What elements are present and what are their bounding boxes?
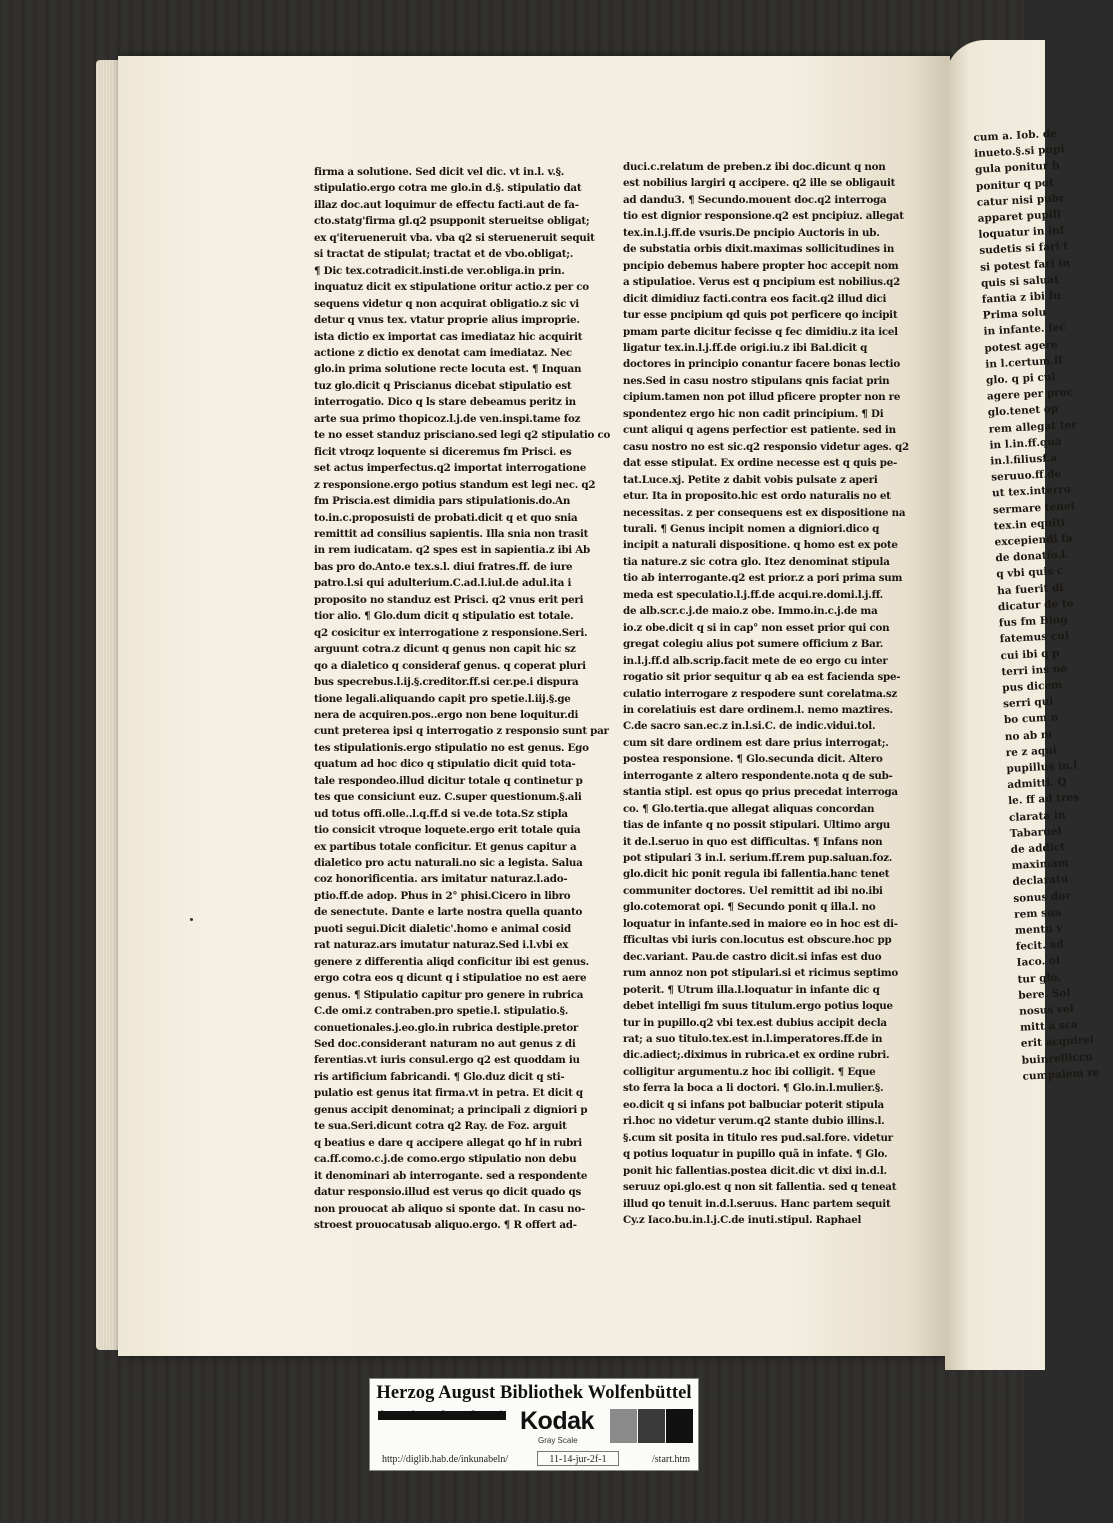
- text-line: doctores in principio conantur facere bonas lectio: [623, 358, 900, 371]
- text-line-fragment: rem sua: [1013, 906, 1062, 921]
- text-line-fragment: bo cum n: [1003, 711, 1059, 727]
- right-page-text: [973, 126, 1103, 1085]
- text-line-fragment: maximam: [1011, 857, 1070, 873]
- text-line: incipit a naturali dispositione. q homo est ex pote: [623, 539, 898, 552]
- text-line: tex.in.l.j.ff.de vsuris.De pncipio Auctoris in ub.: [623, 226, 880, 239]
- text-line: culatio interrogare z respodere sunt corelatma.sz: [623, 687, 898, 700]
- text-line: to.in.c.proposuisti de probati.dicit q et quo snia: [314, 511, 578, 524]
- text-line: in.l.j.ff.d alb.scrip.facit mete de eo ergo cu inter: [623, 654, 888, 667]
- text-line: tione legali.aliquando capit pro spetie.l.iij.§.ge: [314, 692, 571, 705]
- scale-number: 0: [379, 1409, 386, 1421]
- text-line: ex q'iterueneruit vba. vba q2 si sterueneruit sequit: [314, 231, 595, 244]
- text-line: tur esse pncipium qd quis pot perficere qo incipit: [623, 309, 898, 322]
- text-line: §.cum sit posita in titulo res pud.sal.fore. videtur: [623, 1131, 893, 1144]
- text-line: remittit ad consilius sapientis. Illa snia non trasit: [314, 527, 589, 540]
- text-line: ca.ff.como.c.j.de como.ergo stipulatio non debu: [314, 1153, 577, 1166]
- text-line: proposito no standuz est Prisci. q2 vnus erit peri: [314, 593, 584, 606]
- text-line: tat.Luce.xj. Petite z dabit vobis pulsate z aperi: [623, 473, 878, 486]
- text-line-fragment: cui ibi q p: [1000, 646, 1060, 662]
- text-line-fragment: ponitur q pot: [975, 176, 1055, 193]
- text-line: eo.dicit q si infans pot balbuciar poterit stipula: [623, 1098, 884, 1111]
- text-line: turali. ¶ Genus incipit nomen a digniori.dico q: [623, 522, 880, 535]
- text-line-fragment: tex.in equiti: [993, 516, 1066, 533]
- text-line-fragment: clarata in: [1008, 808, 1066, 824]
- text-line: rat; a suo titulo.tex.est in.l.imperatores.ff.de in: [623, 1033, 883, 1046]
- text-line: tias de infante q no possit stipulari. Ultimo argu: [623, 819, 891, 832]
- text-line: bas pro do.Anto.e tex.s.l. diui fratres.ff. de iure: [314, 560, 573, 573]
- text-line-fragment: fatemus cul: [999, 629, 1070, 646]
- text-line-fragment: sudetis si fari f: [979, 240, 1069, 258]
- text-line-fragment: fus fm Bing: [998, 613, 1068, 630]
- ink-spot: [190, 918, 193, 921]
- gray-scale-label: Gray Scale: [538, 1436, 578, 1445]
- text-line: arte sua primo thopicoz.l.j.de ven.inspi.tame foz: [314, 412, 581, 425]
- text-line-fragment: erit acquirei: [1020, 1034, 1095, 1051]
- text-line: Cy.z Iaco.bu.in.l.j.C.de inuti.stipul. Raphael: [623, 1214, 862, 1226]
- text-line: dic.adiect;.diximus in rubrica.et ex ordine rubri.: [623, 1049, 890, 1062]
- text-line-fragment: nosus vel: [1018, 1002, 1074, 1018]
- text-line-fragment: serri qui: [1002, 695, 1054, 711]
- text-line: nera de acquiren.pos..ergo non bene loquitur.di: [314, 708, 579, 721]
- text-line: tio est dignior responsione.q2 est pncipiuz. allegat: [623, 210, 904, 223]
- text-line-fragment: glo.tenet op: [987, 403, 1059, 420]
- text-line: gregat colegiu alius pot sumere officium z Bar.: [623, 638, 884, 651]
- text-line-fragment: pus dicem: [1001, 679, 1063, 695]
- text-line: tia nature.z sic cotra glo. Itez denominat stipula: [623, 555, 890, 568]
- text-line-fragment: agere per proc: [986, 386, 1074, 403]
- gray-swatch: [638, 1409, 665, 1443]
- text-line: cto.statg'firma gl.q2 psupponit sterueitse obligat;: [314, 215, 590, 228]
- text-line-fragment: catur nisi pubr: [976, 192, 1065, 209]
- text-line-fragment: seruuo.ff.de: [990, 468, 1062, 484]
- text-line: pmam parte dicitur fecisse q fec dimidiu.z ita icel: [623, 325, 898, 338]
- text-line-fragment: cumpalem re: [1022, 1066, 1100, 1083]
- text-line-fragment: si potest fari in: [979, 256, 1071, 274]
- text-line-fragment: ha fuerit di: [996, 581, 1064, 598]
- text-column-right: [623, 159, 909, 1228]
- text-line: bus specrebus.l.ij.§.creditor.ff.si cer.pe.i dispura: [314, 676, 579, 689]
- text-line: stipulatio.ergo cotra me glo.in d.§. stipulatio dat: [314, 182, 582, 195]
- text-line: cipium.tamen non pot illud pficere propter non re: [623, 391, 901, 404]
- text-line-fragment: quis si saluat: [980, 273, 1060, 290]
- kodak-logo: Kodak: [520, 1407, 594, 1435]
- text-line: tuz glo.dicit q Priscianus dicebat stipulatio est: [314, 379, 572, 392]
- text-line: stantia stipl. est opus qo prius precedat interroga: [623, 786, 898, 799]
- text-line: z responsione.ergo potius standum est legi nec. q2: [314, 478, 596, 491]
- text-line: actione z dictio ex denotat cam imediataz. Nec: [314, 346, 572, 359]
- text-line: sequens videtur q non acquirat obligatio.z sic vi: [314, 297, 579, 310]
- text-line: a stipulatioe. Verus est q pncipium est nobilius.q2: [623, 276, 901, 289]
- text-line: tio ab interrogante.q2 est prior.z a pori prima sum: [623, 572, 903, 585]
- text-line: genus accipit denominat; a principali z digniori p: [314, 1103, 588, 1116]
- text-line-fragment: Iaco. ol: [1016, 954, 1061, 970]
- text-line: postea responsione. ¶ Glo.secunda dicit. Altero: [623, 753, 883, 766]
- text-line-fragment: q vbi quis c: [996, 565, 1064, 581]
- text-line: q beatius e dare q accipere allegat qo hf in rubri: [314, 1136, 582, 1149]
- text-line: glo.dicit hic ponit regula ibi fallentia.hanc tenet: [623, 868, 890, 881]
- start-link: /start.htm: [652, 1454, 691, 1465]
- text-line: tur in pupillo.q2 vbi tex.est dubius accipit decla: [623, 1016, 887, 1029]
- text-line: ad dandu3. ¶ Secundo.mouent doc.q2 interroga: [623, 193, 887, 206]
- text-line: ferentias.vt iuris consul.ergo q2 est quoddam iu: [314, 1054, 580, 1067]
- text-line: C.de omi.z contraben.pro spetie.l. stipulatio.§.: [314, 1005, 569, 1018]
- text-line-fragment: cum a. Iob. de: [973, 127, 1058, 144]
- text-line: in rem iudicatam. q2 spes est in sapientia.z ibi Ab: [314, 544, 590, 557]
- text-line-fragment: loquatur in inf: [978, 224, 1065, 242]
- text-line: ista dictio ex importat cas imediataz hic acquirit: [314, 330, 583, 343]
- text-line: glo.cotemorat opi. ¶ Secundo ponit q illa.l. no: [623, 901, 876, 914]
- text-line: genere z differentia aliqd conficitur ibi est genus.: [314, 955, 589, 968]
- text-line-fragment: apparet pupill: [977, 208, 1062, 225]
- text-line: seruuz opi.glo.est q non sit fallentia. sed q teneat: [623, 1181, 897, 1194]
- text-line: it denominari ab interrogante. sed a respondente: [314, 1169, 588, 1182]
- target-card: [369, 1378, 699, 1471]
- text-line: conuetionales.j.eo.glo.in rubrica destiple.pretor: [314, 1021, 579, 1034]
- text-line-fragment: in l.in.ff.qua: [989, 435, 1063, 452]
- text-line: co. ¶ Glo.tertia.que allegat aliquas concordan: [623, 802, 875, 815]
- text-column-left: [314, 164, 611, 1233]
- text-line: rum annoz non pot stipulari.si et ricimus septimo: [623, 967, 899, 980]
- text-line-fragment: fantia z ibi fu: [981, 289, 1062, 306]
- gray-swatch: [610, 1409, 637, 1443]
- text-line: tale respondeo.illud dicitur totale q continetur p: [314, 774, 583, 787]
- text-line-fragment: in infante. fec: [983, 321, 1067, 339]
- text-line: nes.Sed in casu nostro stipulans qnis faciat prin: [623, 374, 890, 387]
- text-line-fragment: fecit. ad: [1015, 938, 1064, 954]
- text-line: ficit vtroqz loquente si diceremus fm Prisci. es: [314, 445, 572, 458]
- text-line: Sed doc.considerant naturam no aut genus z di: [314, 1038, 576, 1051]
- text-line: sto ferra la boca a li doctori. ¶ Glo.in.l.mulier.§.: [623, 1082, 884, 1095]
- text-line: inquatuz dicit ex stipulatione oritur actio.z per co: [314, 281, 589, 294]
- text-line-fragment: dicatur de to: [997, 597, 1074, 614]
- text-line: duci.c.relatum de preben.z ibi doc.dicunt q non: [623, 161, 886, 173]
- text-line-fragment: in l.certum.ff: [984, 354, 1063, 371]
- text-line-fragment: pupillus in.l: [1006, 759, 1078, 776]
- text-line: ri.hoc no videtur verum.q2 stante dubio illins.l.: [623, 1115, 885, 1128]
- text-line: interrogante z altero respondente.nota q de sub-: [623, 769, 893, 782]
- text-line: ponit hic fallentias.postea dicit.dic vt dixi in.d.l.: [623, 1164, 887, 1177]
- text-line: q2 cosicitur ex interrogatione z responsione.Seri.: [314, 626, 588, 639]
- text-line-fragment: bere. Sol: [1018, 986, 1071, 1002]
- scale-number: 3: [470, 1409, 477, 1421]
- text-line: necessitas. z per consequens est ex dispositione na: [623, 506, 906, 519]
- text-line-fragment: declaratu: [1012, 873, 1069, 889]
- text-line: puoti segui.Dicit dialetic'.homo e animal cosid: [314, 922, 571, 935]
- text-line: rat naturaz.ars imutatur naturaz.Sed i.l.vbi ex: [314, 939, 569, 952]
- text-line: coz honorificentia. ars imitatur naturaz.l.ado-: [314, 873, 568, 886]
- text-line: quatum ad hoc dico q stipulatio dicit quid tota-: [314, 758, 576, 771]
- text-line: illaz doc.aut loquimur de effectu facti.aut de fa-: [314, 198, 579, 211]
- text-line: tes stipulationis.ergo stipulatio no est genus. Ego: [314, 741, 589, 754]
- text-line-fragment: no ab m: [1004, 728, 1053, 743]
- text-line: poterit. ¶ Utrum illa.l.loquatur in infante dic q: [623, 983, 880, 996]
- text-line: pncipio debemus habere propter hoc accepit nom: [623, 259, 899, 272]
- text-line: de substatia orbis dixit.maximas sollicitudines in: [623, 243, 895, 256]
- right-page: [945, 40, 1100, 1370]
- scale-number: 2: [440, 1409, 447, 1421]
- text-line-fragment: in.l.filiusf.a: [990, 452, 1058, 468]
- text-line: qo a dialetico q consideraf genus. q coperat pluri: [314, 659, 586, 672]
- text-line: ergo cotra eos q dicunt q i stipulatioe no est aere: [314, 972, 587, 985]
- text-line: ris artificium fabricandi. ¶ Glo.duz dicit q sti-: [314, 1070, 565, 1083]
- text-line-fragment: Prima solu: [982, 306, 1047, 322]
- text-line-fragment: admitti. Q: [1007, 776, 1067, 792]
- text-line: debet intelligi fm suus titulum.ergo potius loque: [623, 1000, 893, 1013]
- text-line: de senectute. Dante e larte nostra quella quanto: [314, 906, 583, 919]
- text-line: meda est speculatio.l.j.ff.de acqui.re.domi.l.j.ff.: [623, 588, 883, 601]
- text-line: cunt aliqui q agens perfectior est patiente. sed in: [623, 424, 896, 437]
- text-line: casu nostro no est sic.q2 responsio videtur ages. q2: [623, 440, 909, 453]
- text-line: dec.variant. Pau.de castro dicit.si infas est duo: [623, 950, 882, 963]
- text-line: de alb.scr.c.j.de maio.z obe. Immo.in.c.j.de ma: [623, 605, 878, 618]
- text-line-fragment: buinrelliccu: [1021, 1050, 1094, 1067]
- text-line: dialetico pro actu naturali.no sic a legista. Salua: [314, 857, 583, 870]
- text-line: te sua.Seri.dicunt cotra q2 Ray. de Foz. arguit: [314, 1120, 567, 1133]
- text-line: tes que consiciunt euz. C.super questionum.§.ali: [314, 791, 582, 804]
- text-line-fragment: excepiendi fa: [994, 532, 1073, 549]
- text-line: io.z obe.dicit q si in cap° non esset prior qui con: [623, 621, 890, 634]
- text-line: loquatur in infante.sed in maiore eo in hoc est di-: [623, 917, 898, 930]
- text-line: etur. Ita in proposito.hic est ordo naturalis no et: [623, 490, 891, 503]
- text-line: est nobilius largiri q accipere. q2 ille se obligauit: [623, 177, 896, 190]
- text-line-fragment: sonus dor: [1012, 889, 1072, 905]
- text-line-fragment: de addict: [1010, 841, 1066, 856]
- text-line: communiter doctores. Uel remittit ad ibi no.ibi: [623, 884, 883, 897]
- text-line: in corelatiuis est dare ordinem.l. nemo maztires.: [623, 703, 893, 716]
- gray-swatch: [666, 1409, 693, 1443]
- text-line: rogatio sit prior sequitur q ab ea est facienda spe-: [623, 671, 901, 684]
- text-line-fragment: inueto.§.si pupi: [973, 143, 1065, 161]
- text-line-fragment: mentu v: [1014, 922, 1063, 937]
- text-line: ptio.ff.de adop. Phus in 2° phisi.Cicero in libro: [314, 889, 571, 902]
- text-line: arguunt cotra.z dicunt q genus non capit hic sz: [314, 643, 576, 656]
- scale-number: 4: [497, 1409, 504, 1421]
- text-line: dat esse stipulat. Ex ordine necesse est q quis pe-: [623, 457, 898, 470]
- shelfmark: 11-14-jur-2f-1: [537, 1451, 619, 1466]
- text-line: ex partibus totale conficitur. Et genus capitur a: [314, 840, 577, 853]
- text-line: pulatio est genus itat firma.vt in petra. Et dicit q: [314, 1087, 583, 1100]
- text-line: ¶ Dic tex.cotradicit.insti.de ver.obliga.in prin.: [314, 264, 565, 277]
- text-line: tior alio. ¶ Glo.dum dicit q stipulatio est totale.: [314, 610, 574, 623]
- text-line: datur responsio.illud est verus qo dicit quado qs: [314, 1186, 581, 1199]
- text-line: ud totus offi.olle..l.q.ff.d si ve.de tota.Sz stipla: [314, 807, 568, 820]
- text-line: fficultas vbi iuris con.locutus est obscure.hoc pp: [623, 934, 892, 947]
- text-line: it de.l.seruo in quo est difficultas. ¶ Infans non: [623, 835, 883, 848]
- text-line: detur q vnus tex. vtatur proprie alius improprie.: [314, 314, 580, 327]
- text-line: illud qo tenuit in.d.l.seruus. Hanc partem sequit: [623, 1197, 891, 1210]
- text-line: q potius loquatur in pupillo quã in infate. ¶ Glo.: [623, 1148, 888, 1161]
- text-line: firma a solutione. Sed dicit vel dic. vt in.l. v.§.: [314, 166, 565, 178]
- text-line: cunt preterea ipsi q interrogatio z responsio sunt par: [314, 725, 609, 738]
- text-line: te no esset standuz prisciano.sed legi q2 stipulatio co: [314, 429, 611, 442]
- text-line: cum sit dare ordinem est dare prius interrogat;.: [623, 736, 889, 749]
- text-line: colligitur argumentu.z hoc ibi colligit. ¶ Eque: [623, 1065, 876, 1078]
- text-line: glo.in prima solutione recte locuta est. ¶ Inquan: [314, 363, 582, 376]
- text-line: fm Priscia.est dimidia pars stipulationis.do.An: [314, 495, 571, 508]
- text-line: pot stipulari 3 in.l. serium.ff.rem pup.saluan.foz.: [623, 852, 893, 865]
- text-line: stroest prouocatusab aliquo.ergo. ¶ R offert ad-: [314, 1219, 577, 1231]
- text-line: tio consicit vtroque loquete.ergo erit totale quia: [314, 824, 581, 837]
- text-line: set actus imperfectus.q2 importat interrogatione: [314, 462, 586, 475]
- text-line-fragment: sermare tenet: [992, 499, 1076, 517]
- text-line: non prouocat ab aliquo si sponte dat. In casu no-: [314, 1202, 586, 1215]
- text-line-fragment: terri ins ne: [1001, 662, 1068, 678]
- text-line-fragment: Tabaruel: [1009, 825, 1062, 840]
- text-line: C.de sacro san.ec.z in.l.si.C. de indic.vidui.tol.: [623, 720, 876, 733]
- text-line-fragment: rem allegat ter: [988, 418, 1078, 436]
- text-line: patro.l.si qui adulterium.C.ad.l.iul.de adul.ita i: [314, 577, 572, 590]
- text-line: genus. ¶ Stipulatio capitur pro genere in rubrica: [314, 988, 584, 1001]
- text-line-fragment: de donatio.l.: [995, 548, 1070, 565]
- text-line: interrogatio. Dico q ls stare debeamus peritz in: [314, 396, 576, 409]
- library-name: Herzog August Bibliothek Wolfenbüttel: [376, 1383, 692, 1403]
- text-line: dicit dimidiuz facti.contra eos facit.q2 illud dici: [623, 292, 887, 305]
- source-url: http://diglib.hab.de/inkunabeln/: [382, 1454, 509, 1465]
- text-line-fragment: ut tex.interro: [991, 483, 1072, 500]
- text-line-fragment: tur glo.: [1017, 971, 1062, 986]
- text-line: spondentez ergo hic non cadit principium. ¶ Di: [623, 407, 884, 420]
- text-line-fragment: potest agere: [984, 338, 1058, 355]
- text-line-fragment: re z aqui: [1005, 744, 1058, 759]
- text-line-fragment: gula ponitur h: [974, 159, 1061, 177]
- text-line-fragment: le. ff ad tres: [1007, 791, 1080, 808]
- scale-number: 1: [410, 1409, 417, 1421]
- text-line-fragment: glo. q pi cul: [985, 371, 1056, 387]
- text-line: si tractat de stipulat; tractat et de vbo.obligat;.: [314, 248, 574, 261]
- text-line-fragment: mitt a sca: [1019, 1018, 1079, 1034]
- text-line: ligatur tex.in.l.j.ff.de origi.iu.z ibi Bal.dicit q: [623, 341, 868, 354]
